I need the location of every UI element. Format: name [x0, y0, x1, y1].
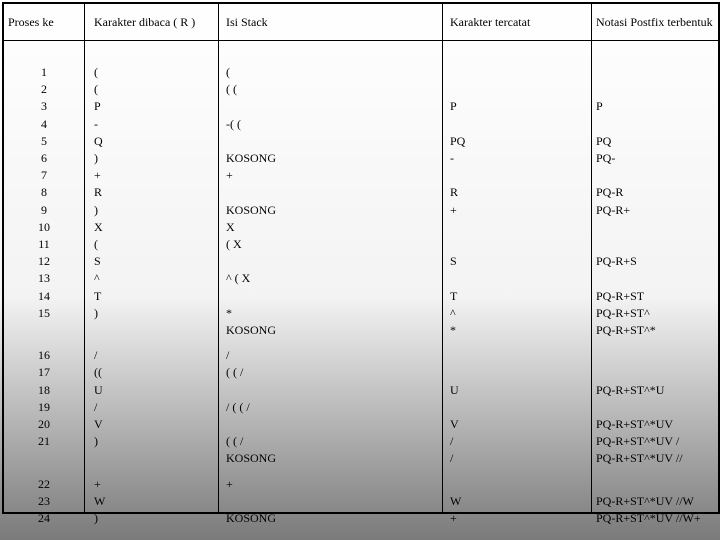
- karakter-tercatat: +: [450, 511, 457, 525]
- notasi-postfix: PQ-R+ST^: [596, 305, 650, 320]
- header-karakter-dibaca: Karakter dibaca ( R ): [94, 15, 196, 29]
- column-divider: [84, 4, 85, 512]
- notasi-postfix: PQ-R+ST^*UV /: [596, 434, 680, 449]
- isi-stack: KOSONG: [226, 202, 277, 217]
- karakter-tercatat: ^: [450, 305, 456, 320]
- row-number: 22: [38, 476, 50, 491]
- row-number: 21: [38, 434, 50, 449]
- karakter-dibaca: Q: [94, 133, 103, 148]
- isi-stack: KOSONG: [226, 511, 277, 525]
- karakter-dibaca: /: [94, 348, 98, 363]
- isi-stack: KOSONG: [226, 323, 277, 337]
- row-number: 15: [38, 305, 50, 320]
- column-divider: [591, 4, 592, 512]
- header-notasi-postfix: Notasi Postfix terbentuk: [596, 15, 713, 29]
- karakter-dibaca: ((: [94, 365, 102, 380]
- karakter-dibaca: /: [94, 399, 98, 414]
- isi-stack: / ( ( /: [226, 399, 250, 414]
- karakter-dibaca: U: [94, 382, 103, 397]
- row-number: 19: [38, 399, 50, 414]
- karakter-dibaca: ): [94, 305, 98, 320]
- karakter-dibaca: P: [94, 99, 101, 114]
- notasi-postfix: PQ-R+ST^*UV //W: [596, 493, 694, 508]
- isi-stack: +: [226, 168, 233, 183]
- header-proses-ke: Proses ke: [8, 15, 54, 29]
- row-number: 8: [41, 185, 47, 200]
- karakter-tercatat: V: [450, 417, 459, 431]
- isi-stack: ^ ( X: [226, 271, 251, 286]
- karakter-dibaca: R: [94, 185, 103, 200]
- karakter-tercatat: /: [450, 434, 454, 449]
- karakter-tercatat: /: [450, 451, 454, 466]
- notasi-postfix: PQ: [596, 133, 612, 148]
- isi-stack: +: [226, 476, 233, 491]
- karakter-dibaca: ^: [94, 271, 100, 286]
- notasi-postfix: PQ-R+ST^*UV: [596, 417, 674, 431]
- karakter-tercatat: -: [450, 151, 454, 165]
- column-divider: [218, 4, 219, 512]
- karakter-tercatat: PQ: [450, 133, 466, 148]
- row-number: 2: [41, 82, 47, 97]
- notasi-postfix: PQ-R+ST^*UV //: [596, 451, 683, 466]
- row-number: 13: [38, 271, 50, 286]
- karakter-dibaca: (: [94, 82, 98, 97]
- isi-stack: X: [226, 219, 235, 234]
- notasi-postfix: PQ-R+ST^*UV //W+: [596, 511, 701, 525]
- notasi-postfix: PQ-R+ST^*: [596, 323, 656, 337]
- row-number: 3: [41, 99, 47, 114]
- notasi-postfix: PQ-R+S: [596, 254, 637, 269]
- row-number: 1: [41, 65, 47, 79]
- isi-stack: ( ( /: [226, 434, 244, 449]
- row-number: 16: [38, 348, 50, 363]
- karakter-dibaca: S: [94, 254, 101, 269]
- row-number: 6: [41, 151, 47, 165]
- isi-stack: KOSONG: [226, 151, 277, 165]
- isi-stack: -( (: [226, 116, 241, 131]
- karakter-tercatat: S: [450, 254, 457, 269]
- karakter-dibaca: (: [94, 65, 98, 79]
- row-number: 10: [38, 219, 50, 234]
- row-number: 9: [41, 202, 47, 217]
- conversion-table: [2, 2, 720, 525]
- row-number: 23: [38, 493, 50, 508]
- isi-stack: (: [226, 65, 230, 79]
- karakter-dibaca: V: [94, 417, 103, 431]
- isi-stack: KOSONG: [226, 451, 277, 466]
- row-number: 5: [41, 133, 47, 148]
- row-number: 4: [41, 116, 47, 131]
- karakter-dibaca: ): [94, 202, 98, 217]
- karakter-tercatat: U: [450, 382, 459, 397]
- notasi-postfix: PQ-R+ST^*U: [596, 382, 665, 397]
- karakter-dibaca: ): [94, 434, 98, 449]
- row-number: 24: [38, 511, 50, 525]
- karakter-tercatat: R: [450, 185, 459, 200]
- row-number: 14: [38, 288, 50, 303]
- karakter-tercatat: T: [450, 288, 458, 303]
- karakter-dibaca: W: [94, 493, 106, 508]
- column-divider: [442, 4, 443, 512]
- karakter-tercatat: +: [450, 202, 457, 217]
- isi-stack: ( (: [226, 82, 237, 97]
- karakter-dibaca: ): [94, 151, 98, 165]
- karakter-dibaca: T: [94, 288, 102, 303]
- karakter-tercatat: *: [450, 323, 456, 337]
- header-divider: [4, 40, 718, 41]
- isi-stack: ( ( /: [226, 365, 244, 380]
- header-isi-stack: Isi Stack: [226, 15, 268, 29]
- notasi-postfix: PQ-R+: [596, 202, 631, 217]
- notasi-postfix: PQ-R: [596, 185, 624, 200]
- karakter-tercatat: W: [450, 493, 462, 508]
- isi-stack: /: [226, 348, 230, 363]
- row-number: 17: [38, 365, 50, 380]
- row-number: 12: [38, 254, 50, 269]
- row-number: 11: [38, 237, 50, 251]
- isi-stack: ( X: [226, 237, 242, 251]
- notasi-postfix: P: [596, 99, 603, 114]
- karakter-dibaca: X: [94, 219, 103, 234]
- row-number: 18: [38, 382, 50, 397]
- notasi-postfix: PQ-: [596, 151, 616, 165]
- header-karakter-tercatat: Karakter tercatat: [450, 15, 531, 29]
- isi-stack: *: [226, 305, 232, 320]
- karakter-dibaca: (: [94, 237, 98, 251]
- row-number: 7: [41, 168, 47, 183]
- karakter-dibaca: +: [94, 476, 101, 491]
- karakter-tercatat: P: [450, 99, 457, 114]
- notasi-postfix: PQ-R+ST: [596, 288, 645, 303]
- row-number: 20: [38, 417, 50, 431]
- karakter-dibaca: ): [94, 511, 98, 525]
- karakter-dibaca: -: [94, 116, 98, 131]
- karakter-dibaca: +: [94, 168, 101, 183]
